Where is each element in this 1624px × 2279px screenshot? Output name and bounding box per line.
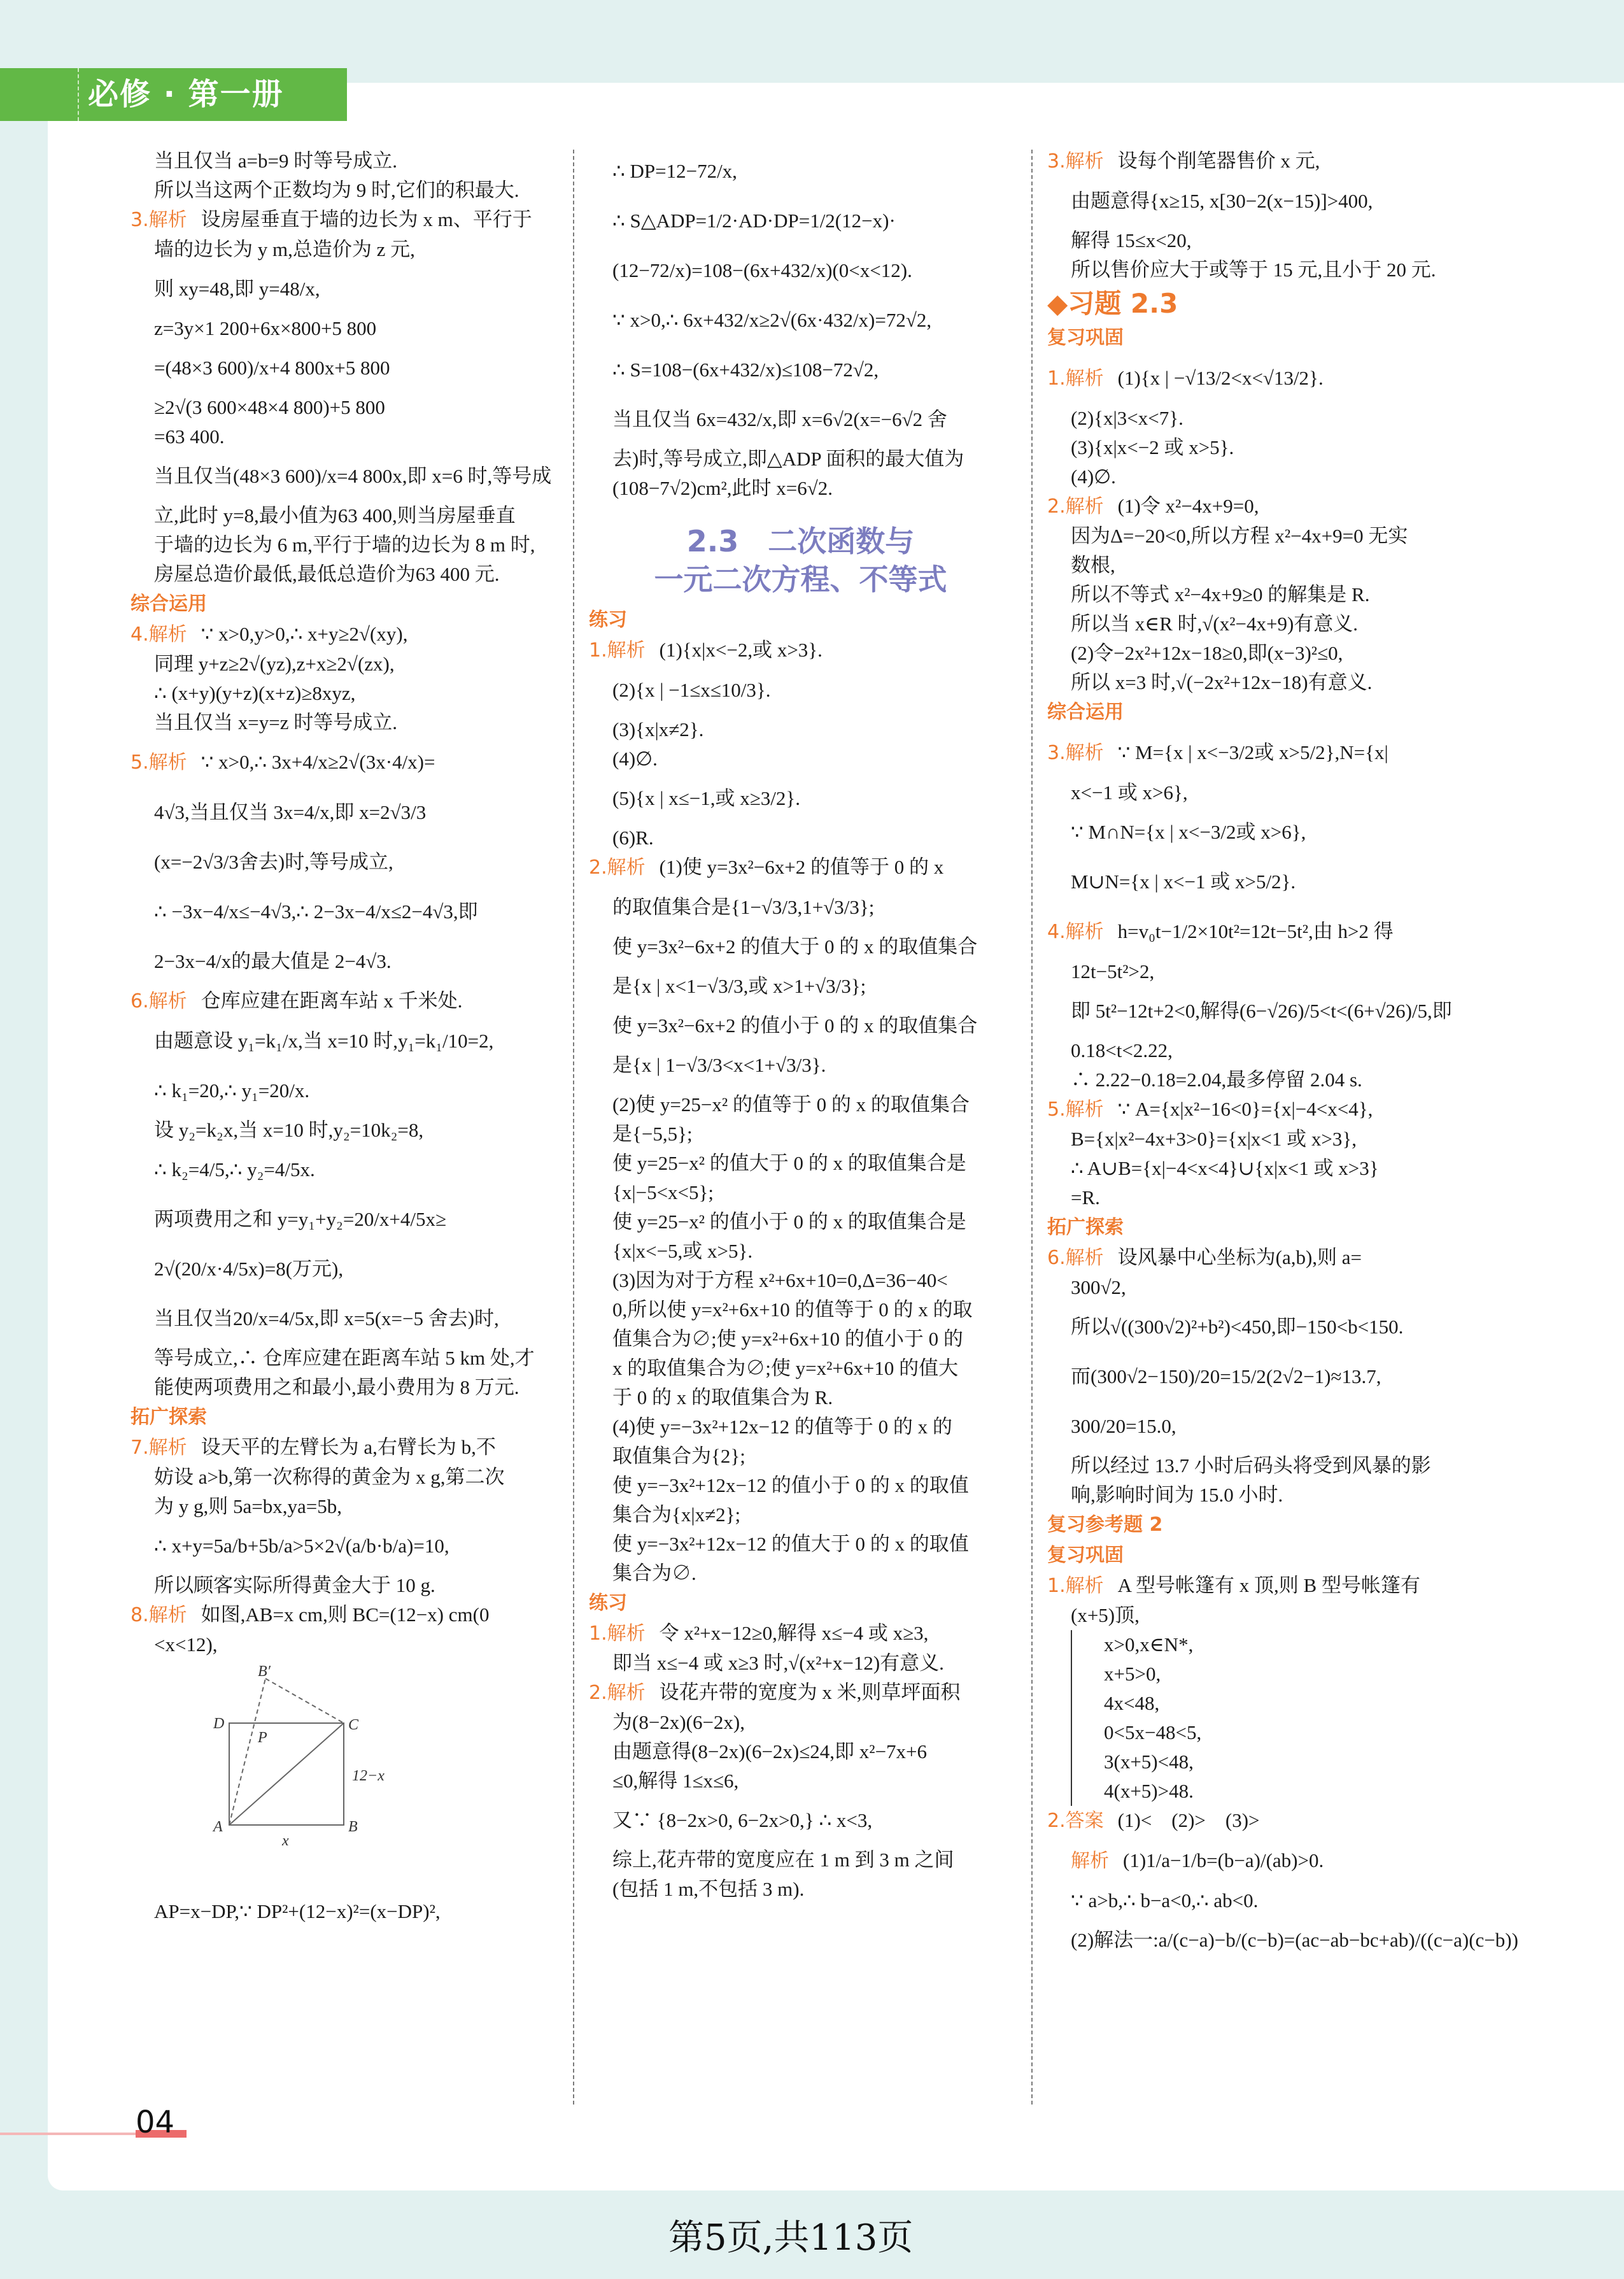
question-number: 1.解析 bbox=[589, 639, 646, 662]
question-number: 5.解析 bbox=[1047, 1098, 1104, 1121]
text-line: 使 y=3x²−6x+2 的值小于 0 的 x 的取值集合 bbox=[612, 1014, 978, 1037]
question-number: 3.解析 bbox=[131, 209, 187, 231]
formula-line: AP=x−DP,∵ DP²+(12−x)²=(x−DP)², bbox=[154, 1900, 441, 1922]
practice2-3 bbox=[1047, 146, 1471, 285]
text-line: 如图,AB=x cm,则 BC=(12−x) cm(0 bbox=[201, 1603, 490, 1626]
formula-line: 是{x | x<1−√3/3,或 x>1+√3/3}; bbox=[612, 975, 866, 997]
label-a: A bbox=[213, 1819, 223, 1835]
question-number: 7.解析 bbox=[131, 1437, 187, 1459]
answer-q8-continued bbox=[589, 146, 1012, 503]
answer-q7 bbox=[131, 1433, 554, 1600]
text-line: 设天平的左臂长为 a,右臂长为 b,不 bbox=[201, 1436, 496, 1458]
text-line: (2)使 y=25−x² 的值等于 0 的 x 的取值集合 bbox=[612, 1093, 970, 1116]
system-line: 0<5x−48<5, bbox=[1071, 1718, 1471, 1747]
section-heading: 练习 bbox=[589, 1592, 627, 1614]
text-line: (2)令−2x²+12x−18≥0,即(x−3)²≤0, bbox=[1071, 642, 1343, 664]
question-number: 8.解析 bbox=[131, 1604, 187, 1626]
text-line: 由题意得(8−2x)(6−2x)≤24,即 x²−7x+6 bbox=[612, 1740, 928, 1763]
formula-line: 4√3,当且仅当 3x=4/x,即 x=2√3/3 bbox=[154, 801, 427, 823]
text-line: 值集合为∅;使 y=x²+6x+10 的值小于 0 的 bbox=[612, 1328, 963, 1350]
text-line: 能使两项费用之和最小,最小费用为 8 万元. bbox=[154, 1376, 519, 1398]
formula-line: ∵ M={x | x<−3/2或 x>5/2},N={x| bbox=[1117, 741, 1388, 763]
formula-line: 所以√((300√2)²+b²)<450,即−150<b<150. bbox=[1071, 1316, 1404, 1338]
text-line: 即当 x≤−4 或 x≥3 时,√(x²+x−12)有意义. bbox=[612, 1652, 944, 1674]
text-line: 令 x²+x−12≥0,解得 x≤−4 或 x≥3, bbox=[659, 1622, 929, 1644]
diagonal-ac bbox=[229, 1723, 344, 1825]
text-line: 使 y=25−x² 的值大于 0 的 x 的取值集合是 bbox=[612, 1152, 966, 1174]
formula-line: ∴ S△ADP=1/2·AD·DP=1/2(12−x)· bbox=[612, 209, 896, 232]
text-line: 使 y=25−x² 的值小于 0 的 x 的取值集合是 bbox=[612, 1210, 966, 1233]
formula-line: (12−72/x)=108−(6x+432/x)(0<x<12). bbox=[612, 259, 912, 281]
formula-line: =(48×3 600)/x+4 800x+5 800 bbox=[154, 357, 390, 379]
text-line: 设风暴中心坐标为(a,b),则 a= bbox=[1117, 1246, 1362, 1268]
section-heading: 复习巩固 bbox=[1047, 1544, 1124, 1566]
text-line: (108−7√2)cm²,此时 x=6√2. bbox=[612, 477, 833, 499]
formula-line: 两项费用之和 y=y₁+y₂=20/x+4/5x≥ bbox=[154, 1208, 447, 1230]
text-line: ∵ x>0,∴ 3x+4/x≥2√(3x·4/x)= bbox=[201, 751, 435, 773]
tab-divider bbox=[78, 68, 79, 121]
text-line: 解得 15≤x<20, bbox=[1071, 229, 1192, 252]
practice2-1 bbox=[589, 1619, 1012, 1678]
text-line: 所以不等式 x²−4x+9≥0 的解集是 R. bbox=[1071, 583, 1370, 606]
system-line: 3(x+5)<48, bbox=[1071, 1747, 1471, 1777]
text-line: 房屋总造价最低,最低总造价为63 400 元. bbox=[154, 563, 500, 585]
question-number: 1.解析 bbox=[589, 1622, 646, 1645]
text-line: 当且仅当 x=y=z 时等号成立. bbox=[154, 711, 397, 734]
formula-line: 当且仅当20/x=4/5x,即 x=5(x=−5 舍去)时, bbox=[154, 1307, 499, 1330]
fold-line-ab-prime bbox=[229, 1679, 265, 1825]
column-2 bbox=[589, 146, 1012, 1904]
formula-line: (1)1/a−1/b=(b−a)/(ab)>0. bbox=[1123, 1849, 1324, 1871]
section-heading: 综合运用 bbox=[1047, 701, 1124, 723]
formula-line: 300√2, bbox=[1071, 1276, 1126, 1298]
formula-line: (2)解法一:a/(c−a)−b/(c−b)=(ac−ab−bc+ab)/((c−a)(c−b)) bbox=[1071, 1929, 1518, 1951]
analysis-label: 解析 bbox=[1071, 1850, 1109, 1872]
text-line: (4)使 y=−3x²+12x−12 的值等于 0 的 x 的 bbox=[612, 1416, 952, 1438]
column-1 bbox=[131, 146, 554, 1926]
formula-line: (2){x | −1≤x≤10/3}. bbox=[612, 679, 771, 701]
text-line: (包括 1 m,不包括 3 m). bbox=[612, 1878, 805, 1900]
formula-line: 由题意设 y₁=k₁/x,当 x=10 时,y₁=k₁/10=2, bbox=[154, 1030, 494, 1052]
exercise-5 bbox=[1047, 1095, 1471, 1212]
label-c: C bbox=[348, 1717, 359, 1733]
chapter-title-line-2: 一元二次方程、不等式 bbox=[654, 562, 947, 597]
section-heading: 练习 bbox=[589, 609, 627, 631]
text-line: ∴ 2.22−0.18=2.04,最多停留 2.04 s. bbox=[1071, 1069, 1362, 1091]
text-line: 当且仅当 a=b=9 时等号成立. bbox=[154, 150, 397, 172]
text-line: 于 0 的 x 的取值集合为 R. bbox=[612, 1386, 833, 1409]
formula-line: (1){x | −√13/2<x<√13/2}. bbox=[1117, 367, 1324, 389]
fold-line-b-prime-c bbox=[265, 1679, 344, 1723]
text-line: 设房屋垂直于墙的边长为 x m、平行于 bbox=[201, 208, 532, 231]
text-line: <x<12), bbox=[154, 1633, 218, 1656]
formula-line: 2√(20/x·4/5x)=8(万元), bbox=[154, 1258, 344, 1280]
question-number: 2.解析 bbox=[589, 1682, 646, 1704]
text-line: 使 y=−3x²+12x−12 的值小于 0 的 x 的取值 bbox=[612, 1474, 969, 1496]
geometry-diagram bbox=[194, 1663, 423, 1889]
formula-line: ∴ −3x−4/x≤−4√3,∴ 2−3x−4/x≤2−4√3,即 bbox=[154, 900, 478, 923]
text-line: 去)时,等号成立,即△ADP 面积的最大值为 bbox=[612, 448, 964, 470]
text-line: (1)令 x²−4x+9=0, bbox=[1117, 495, 1259, 517]
formula-line: z=3y×1 200+6x×800+5 800 bbox=[154, 317, 377, 339]
formula-line: ≥2√(3 600×48×4 800)+5 800 bbox=[154, 396, 385, 418]
question-number: 2.答案 bbox=[1047, 1810, 1104, 1832]
text-line: ≤0,解得 1≤x≤6, bbox=[612, 1770, 739, 1792]
question-number: 4.解析 bbox=[131, 623, 187, 646]
label-side-right: 12−x bbox=[352, 1768, 385, 1784]
formula-line: M∪N={x | x<−1 或 x>5/2}. bbox=[1071, 870, 1296, 893]
section-heading: 复习参考题 2 bbox=[1047, 1514, 1163, 1536]
answer-q4 bbox=[131, 620, 554, 737]
formula-line: (2){x|3<x<7}. bbox=[1071, 407, 1183, 429]
question-number: 5.解析 bbox=[131, 751, 187, 774]
chapter-title bbox=[589, 522, 1012, 599]
section-heading: 拓广探索 bbox=[131, 1406, 207, 1428]
review-1 bbox=[1047, 1571, 1471, 1806]
formula-line: ∵ M∩N={x | x<−3/2或 x>6}, bbox=[1071, 821, 1306, 843]
text-line: 等号成立,∴ 仓库应建在距离车站 5 km 处,才 bbox=[154, 1347, 535, 1369]
exercise-3 bbox=[1047, 728, 1471, 907]
text-line: (1)使 y=3x²−6x+2 的值等于 0 的 x bbox=[659, 856, 944, 878]
formula-line: ∵ A={x|x²−16<0}={x|−4<x<4}, bbox=[1117, 1098, 1373, 1120]
text-line: 墙的边长为 y m,总造价为 z 元, bbox=[154, 238, 415, 260]
practice2-2 bbox=[589, 1678, 1012, 1904]
exercise-heading: ◆习题 2.3 bbox=[1047, 288, 1178, 319]
formula-line: h=v₀t−1/2×10t²=12t−5t²,由 h>2 得 bbox=[1117, 920, 1394, 942]
text-line: 所以顾客实际所得黄金大于 10 g. bbox=[154, 1574, 435, 1596]
label-d: D bbox=[213, 1715, 225, 1732]
text-line: 所以当这两个正数均为 9 时,它们的积最大. bbox=[154, 179, 519, 201]
question-number: 2.解析 bbox=[589, 856, 646, 879]
question-number: 2.解析 bbox=[1047, 495, 1104, 518]
text-line: 数根, bbox=[1071, 554, 1115, 576]
review-2 bbox=[1047, 1806, 1518, 1965]
text-line: 设每个削笔器售价 x 元, bbox=[1117, 150, 1320, 172]
formula-line: x<−1 或 x>6}, bbox=[1071, 781, 1188, 804]
book-title: 必修 · 第一册 bbox=[88, 76, 284, 112]
text-line: 所以售价应大于或等于 15 元,且小于 20 元. bbox=[1071, 259, 1436, 281]
formula-line: 设 y₂=k₂x,当 x=10 时,y₂=10k₂=8, bbox=[154, 1119, 424, 1141]
label-p: P bbox=[258, 1729, 267, 1746]
answer-text: (1)< (2)> (3)> bbox=[1117, 1809, 1260, 1831]
exercise-6 bbox=[1047, 1243, 1471, 1510]
text-line: 所以当 x∈R 时,√(x²−4x+9)有意义. bbox=[1071, 613, 1359, 635]
label-b: B bbox=[348, 1819, 358, 1835]
text-line: 妨设 a>b,第一次称得的黄金为 x g,第二次 bbox=[154, 1466, 505, 1488]
section-heading: 复习巩固 bbox=[1047, 327, 1124, 349]
formula-line: 又∵ {8−2x>0, 6−2x>0,} ∴ x<3, bbox=[612, 1809, 873, 1831]
text-line: 于墙的边长为 6 m,平行于墙的边长为 8 m 时, bbox=[154, 534, 535, 556]
text-line: (x+5)顶, bbox=[1071, 1604, 1140, 1626]
formula-line: 300/20=15.0, bbox=[1071, 1415, 1176, 1437]
formula-line: ∴ DP=12−72/x, bbox=[612, 160, 737, 182]
page-number-rule bbox=[0, 2133, 136, 2135]
answer-q8 bbox=[131, 1600, 554, 1926]
text-line: 因为Δ=−20<0,所以方程 x²−4x+9=0 无实 bbox=[1071, 525, 1408, 547]
text-line: 同理 y+z≥2√(yz),z+x≥2√(zx), bbox=[154, 653, 395, 675]
formula-line: 由题意得{x≥15, x[30−2(x−15)]>400, bbox=[1071, 190, 1373, 212]
text-line: 当且仅当(48×3 600)/x=4 800x,即 x=6 时,等号成 bbox=[154, 465, 552, 487]
formula-line: 当且仅当 6x=432/x,即 x=6√2(x=−6√2 舍 bbox=[612, 408, 947, 430]
label-b-prime: B′ bbox=[258, 1663, 271, 1680]
text-line: 取值集合为{2}; bbox=[612, 1445, 745, 1467]
text-line: 集合为{x|x≠2}; bbox=[612, 1503, 741, 1526]
label-side-bottom: x bbox=[282, 1833, 289, 1849]
practice-2 bbox=[589, 853, 1012, 1588]
formula-line: 则 xy=48,即 y=48/x, bbox=[154, 278, 320, 300]
text-line: 为(8−2x)(6−2x), bbox=[612, 1711, 745, 1733]
text-line: 集合为∅. bbox=[612, 1562, 696, 1584]
system-line: x>0,x∈N*, bbox=[1071, 1630, 1471, 1659]
formula-line: ∴ k₁=20,∴ y₁=20/x. bbox=[154, 1079, 310, 1102]
text-line: 立,此时 y=8,最小值为63 400,则当房屋垂直 bbox=[154, 504, 516, 527]
page-footer: 第5页,共113页 bbox=[668, 2217, 914, 2259]
text-line: 使 y=3x²−6x+2 的值大于 0 的 x 的取值集合 bbox=[612, 935, 978, 958]
formula-line: (3){x|x≠2}. bbox=[612, 718, 704, 741]
formula-line: B={x|x²−4x+3>0}={x|x<1 或 x>3}, bbox=[1071, 1128, 1357, 1150]
exercise-2 bbox=[1047, 492, 1471, 697]
text-line: x 的取值集合为∅;使 y=x²+6x+10 的值大 bbox=[612, 1357, 959, 1379]
formula-line: 是{x | 1−√3/3<x<1+√3/3}. bbox=[612, 1054, 826, 1076]
formula-line: 而(300√2−150)/20=15/2(2√2−1)≈13.7, bbox=[1071, 1365, 1381, 1388]
formula-line: ∵ x>0,∴ 6x+432/x≥2√(6x·432/x)=72√2, bbox=[612, 309, 932, 331]
column-divider-1 bbox=[573, 150, 574, 2105]
section-heading: 拓广探索 bbox=[1047, 1216, 1124, 1239]
formula-line: 12t−5t²>2, bbox=[1071, 960, 1155, 983]
text-line: {x|−5<x<5}; bbox=[612, 1181, 714, 1203]
formula-line: (3){x|x<−2 或 x>5}. bbox=[1071, 436, 1234, 458]
question-number: 6.解析 bbox=[1047, 1247, 1104, 1269]
formula-line: =63 400. bbox=[154, 425, 225, 448]
text-line: 0,所以使 y=x²+6x+10 的值等于 0 的 x 的取 bbox=[612, 1298, 973, 1321]
text-line: 设花卉带的宽度为 x 米,则草坪面积 bbox=[659, 1681, 961, 1703]
formula-line: ∴ S=108−(6x+432/x)≤108−72√2, bbox=[612, 359, 879, 381]
question-number: 1.解析 bbox=[1047, 1575, 1104, 1597]
column-divider-2 bbox=[1031, 150, 1033, 2105]
text-line: (3)因为对于方程 x²+6x+10=0,Δ=36−40< bbox=[612, 1269, 948, 1291]
formula-line: ∴ A∪B={x|−4<x<4}∪{x|x<1 或 x>3} bbox=[1071, 1157, 1379, 1179]
formula-line: 2−3x−4/x的最大值是 2−4√3. bbox=[154, 950, 392, 972]
section-heading: 综合运用 bbox=[131, 593, 207, 615]
formula-line: ∵ a>b,∴ b−a<0,∴ ab<0. bbox=[1071, 1889, 1259, 1912]
question-number: 4.解析 bbox=[1047, 921, 1104, 943]
question-number: 6.解析 bbox=[131, 990, 187, 1012]
formula-line: ∴ x+y=5a/b+5b/a>5×2√(a/b·b/a)=10, bbox=[154, 1535, 449, 1557]
text-line: {x|x<−5,或 x>5}. bbox=[612, 1240, 753, 1262]
formula-line: (5){x | x≤−1,或 x≥3/2}. bbox=[612, 787, 800, 809]
system-line: 4(x+5)>48. bbox=[1071, 1777, 1471, 1806]
answer-q5 bbox=[131, 737, 554, 986]
text-line: 使 y=−3x²+12x−12 的值大于 0 的 x 的取值 bbox=[612, 1533, 969, 1555]
practice-1 bbox=[589, 635, 1012, 853]
text-line: ∵ x>0,y>0,∴ x+y≥2√(xy), bbox=[201, 623, 408, 645]
book-header-tab bbox=[0, 68, 347, 121]
text-line: 所以经过 13.7 小时后码头将受到风暴的影 bbox=[1071, 1454, 1431, 1477]
text-line: 是{−5,5}; bbox=[612, 1123, 693, 1145]
formula-line: ∴ k₂=4/5,∴ y₂=4/5x. bbox=[154, 1158, 315, 1181]
text-line: 为 y g,则 5a=bx,ya=5b, bbox=[154, 1495, 342, 1517]
text-line: (1){x|x<−2,或 x>3}. bbox=[659, 639, 823, 661]
text-line: 仓库应建在距离车站 x 千米处. bbox=[201, 990, 463, 1012]
chapter-title-line-1: 2.3 二次函数与 bbox=[686, 524, 915, 558]
system-line: 4x<48, bbox=[1071, 1689, 1471, 1718]
question-number: 3.解析 bbox=[1047, 150, 1104, 173]
formula-line: (x=−2√3/3舍去)时,等号成立, bbox=[154, 851, 393, 873]
formula-line: 0.18<t<2.22, bbox=[1071, 1039, 1173, 1061]
answer-q3 bbox=[131, 205, 554, 589]
system-line: x+5>0, bbox=[1071, 1659, 1471, 1689]
text-line: 响,影响时间为 15.0 小时. bbox=[1071, 1484, 1283, 1506]
formula-line: 的取值集合是{1−√3/3,1+√3/3}; bbox=[612, 896, 875, 918]
text-line: 综上,花卉带的宽度应在 1 m 到 3 m 之间 bbox=[612, 1849, 954, 1871]
text-line: 所以 x=3 时,√(−2x²+12x−18)有意义. bbox=[1071, 671, 1373, 693]
formula-line: 即 5t²−12t+2<0,解得(6−√26)/5<t<(6+√26)/5,即 bbox=[1071, 1000, 1452, 1022]
question-number: 1.解析 bbox=[1047, 367, 1104, 390]
answer-q6 bbox=[131, 986, 554, 1402]
text-line: A 型号帐篷有 x 顶,则 B 型号帐篷有 bbox=[1117, 1574, 1420, 1596]
exercise-1 bbox=[1047, 353, 1471, 492]
formula-line: (4)∅. bbox=[612, 748, 658, 770]
question-number: 3.解析 bbox=[1047, 742, 1104, 764]
column-3 bbox=[1047, 146, 1518, 1965]
text-line: ∴ (x+y)(y+z)(x+z)≥8xyz, bbox=[154, 682, 356, 704]
formula-line: (6)R. bbox=[612, 827, 654, 849]
formula-line: =R. bbox=[1071, 1186, 1100, 1209]
formula-line: (4)∅. bbox=[1071, 465, 1116, 488]
page-number: 04 bbox=[136, 2105, 175, 2140]
exercise-4 bbox=[1047, 907, 1471, 1095]
